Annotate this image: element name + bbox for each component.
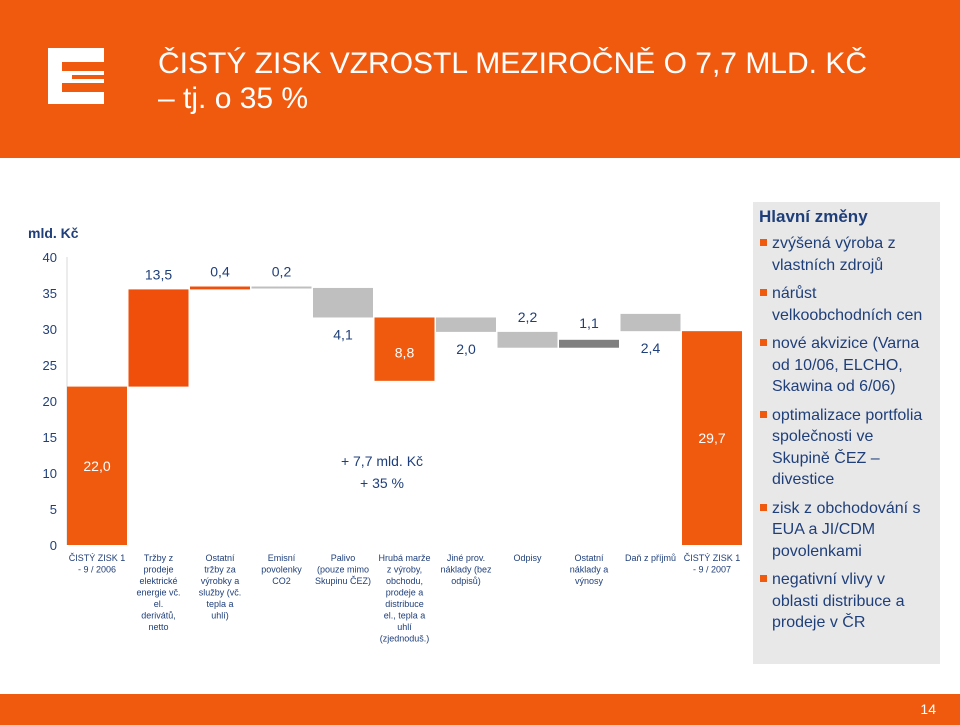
header-banner [0, 0, 960, 158]
category-label: Jiné prov. náklady (bez odpisů) [440, 553, 492, 586]
cez-logo [48, 48, 104, 104]
waterfall-bar [498, 332, 558, 348]
sidebar-item [753, 569, 934, 634]
square-bullet-icon [760, 411, 767, 418]
page-title: ČISTÝ ZISK VZROSTL MEZIROČNĚ O 7,7 MLD. KČ [158, 47, 867, 80]
sidebar-item [753, 333, 934, 398]
sidebar-item-text: nárůst velkoobchodních cen [772, 285, 923, 324]
waterfall-bar [129, 289, 189, 386]
y-tick-label: 15 [42, 430, 57, 445]
change-annotation [341, 453, 423, 491]
sidebar-item-text: zisk z obchodování s EUA a JI/CDM povolenkami [772, 499, 921, 560]
category-label: Tržby z prodeje elektrické energie vč. el. derivátů, netto [136, 553, 181, 632]
category-label: Ostatní tržby za výrobky a služby (vč. tepla a uhlí) [198, 553, 242, 621]
y-tick-label: 40 [42, 250, 57, 265]
bars [67, 287, 742, 545]
waterfall-bar [436, 317, 496, 331]
sidebar-heading: Hlavní změny [759, 207, 868, 226]
square-bullet-icon [760, 575, 767, 582]
sidebar-item [753, 283, 934, 326]
data-label: 13,5 [144, 266, 173, 283]
waterfall-bar [313, 288, 373, 318]
data-label: 0,2 [271, 263, 292, 280]
y-tick-label: 20 [42, 394, 57, 409]
sidebar-item-text: nové akvizice (Varna od 10/06, ELCHO, Skawina od 6/06) [772, 335, 920, 395]
page-subtitle: – tj. o 35 % [158, 82, 309, 115]
waterfall-chart [0, 200, 750, 645]
data-label: 2,0 [456, 340, 476, 357]
waterfall-bar [190, 287, 250, 290]
data-label: 29,7 [698, 430, 726, 447]
y-tick-label: 35 [42, 286, 57, 301]
sidebar-item-text: negativní vlivy v oblasti distribuce a prodeje v ČR [772, 571, 905, 631]
y-tick-label: 30 [42, 322, 57, 337]
footer-bar [0, 694, 960, 725]
sidebar-item [753, 498, 934, 563]
data-label: 2,4 [640, 340, 661, 357]
page-number: 14 [920, 701, 936, 717]
sidebar-list [753, 233, 934, 641]
y-tick-label: 5 [49, 502, 57, 517]
category-label: Odpisy [513, 553, 542, 563]
sidebar-panel [753, 202, 940, 664]
data-label: 2,2 [517, 308, 538, 325]
category-label: Palivo (pouze mimo Skupinu ČEZ) [314, 553, 372, 586]
square-bullet-icon [760, 289, 767, 296]
data-label: 4,1 [333, 326, 353, 343]
y-tick-label: 25 [42, 358, 57, 373]
sidebar-item [753, 405, 934, 491]
change-annotation-text: + 35 % [360, 475, 404, 491]
category-label: Ostatní náklady a výnosy [569, 553, 609, 586]
waterfall-bar [559, 340, 619, 348]
data-label: 22,0 [83, 457, 111, 474]
square-bullet-icon [760, 504, 767, 511]
y-axis-unit-label: mld. Kč [28, 225, 79, 241]
square-bullet-icon [760, 339, 767, 346]
category-label: ČISTÝ ZISK 1 - 9 / 2007 [683, 553, 741, 575]
y-tick-label: 10 [42, 466, 57, 481]
sidebar-item-text: zvýšená výroba z vlastních zdrojů [772, 235, 896, 274]
data-label: 1,1 [579, 314, 599, 331]
waterfall-bar [252, 287, 312, 289]
category-label: Emisní povolenky CO2 [261, 553, 302, 586]
category-label: Hrubá marže z výroby, obchodu, prodeje a distribuce el., tepla a uhlí (zjednoduš.) [378, 553, 431, 644]
category-label: ČISTÝ ZISK 1 - 9 / 2006 [68, 553, 126, 575]
y-tick-label: 0 [49, 538, 57, 553]
data-label: 0,4 [210, 263, 230, 280]
category-labels [69, 553, 741, 644]
change-annotation-text: + 7,7 mld. Kč [340, 453, 424, 469]
sidebar-item [753, 233, 934, 276]
category-label: Daň z příjmů [624, 553, 677, 563]
data-label: 8,8 [394, 344, 415, 361]
square-bullet-icon [760, 239, 767, 246]
sidebar-item-text: optimalizace portfolia společnosti ve Skupině ČEZ – divestice [772, 406, 923, 488]
waterfall-bar [621, 314, 681, 331]
